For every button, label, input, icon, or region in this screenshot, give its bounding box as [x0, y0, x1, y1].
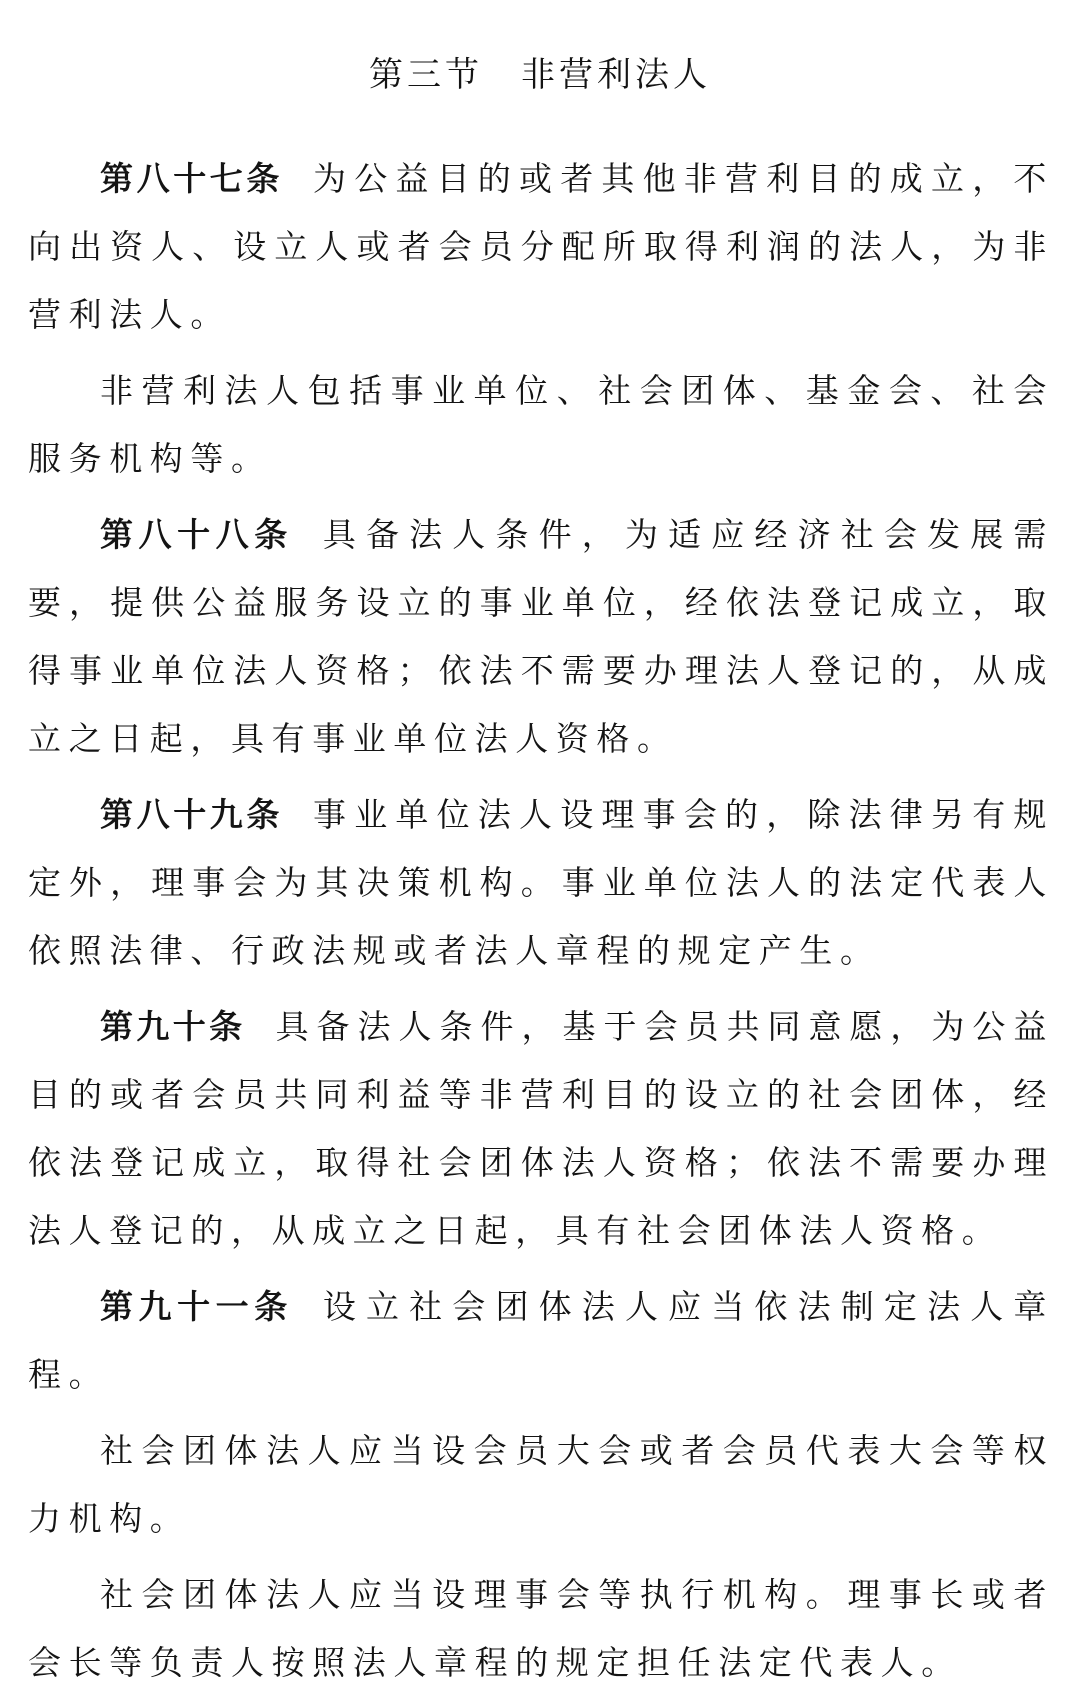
article-87 [28, 145, 1054, 349]
article-number: 第八十七条 [100, 159, 283, 198]
article-89 [28, 781, 1054, 985]
article-number: 第八十九条 [100, 795, 283, 834]
section-title: 第三节 非营利法人 [369, 55, 711, 95]
article-number: 第八十八条 [100, 515, 293, 554]
article-87-paragraph-2: 非营利法人包括事业单位、社会团体、基金会、社会服务机构等。 [28, 371, 1054, 478]
article-number: 第九十条 [100, 1007, 246, 1046]
article-91 [28, 1273, 1054, 1409]
article-88 [28, 501, 1054, 773]
article-90 [28, 993, 1054, 1265]
article-text: 设立社会团体法人应当依法制定法人章程。 [28, 1287, 1055, 1394]
article-number: 第九十一条 [100, 1287, 293, 1326]
article-text: 具备法人条件，基于会员共同意愿，为公益目的或者会员共同利益等非营利目的设立的社会团体，经依法登记成立，取得社会团体法人资格；依法不需要办理法人登记的，从成立之日起，具有社会团体法人资格。 [28, 1007, 1054, 1250]
article-text: 为公益目的或者其他非营利目的成立，不向出资人、设立人或者会员分配所取得利润的法人，为非营利法人。 [28, 159, 1054, 334]
article-text: 具备法人条件，为适应经济社会发展需要，提供公益服务设立的事业单位，经依法登记成立，取得事业单位法人资格；依法不需要办理法人登记的，从成立之日起，具有事业单位法人资格。 [28, 515, 1055, 758]
document-body [28, 145, 1054, 1705]
article-91-paragraph-3: 社会团体法人应当设理事会等执行机构。理事长或者会长等负责人按照法人章程的规定担任法定代表人。 [28, 1575, 1054, 1682]
article-91-paragraph-2: 社会团体法人应当设会员大会或者会员代表大会等权力机构。 [28, 1431, 1054, 1538]
article-text: 事业单位法人设理事会的，除法律另有规定外，理事会为其决策机构。事业单位法人的法定代表人依照法律、行政法规或者法人章程的规定产生。 [28, 795, 1054, 970]
